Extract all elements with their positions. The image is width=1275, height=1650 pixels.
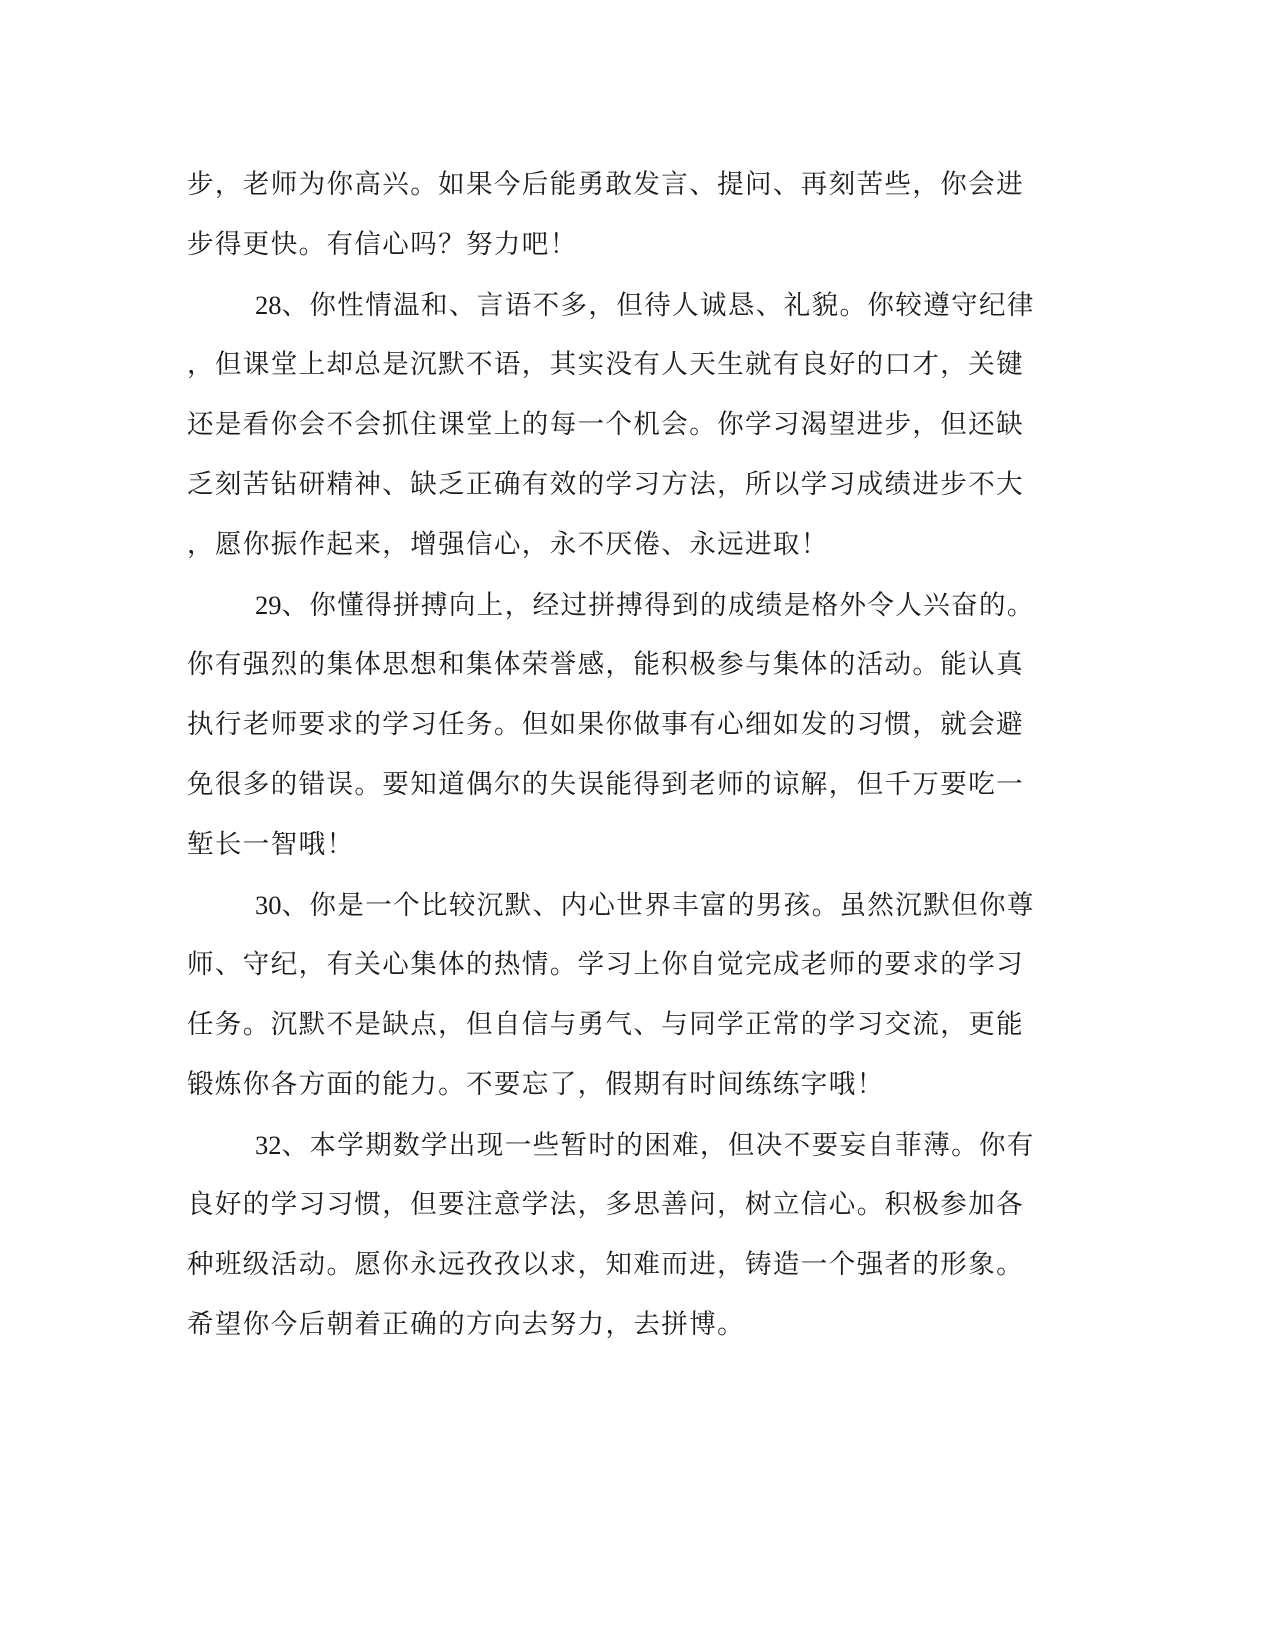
text-line: 任务。沉默不是缺点，但自信与勇气、与同学正常的学习交流，更能 bbox=[187, 1009, 1024, 1040]
text-line: 锻炼你各方面的能力。不要忘了，假期有时间练练字哦！ bbox=[187, 1069, 885, 1100]
text-line: 良好的学习习惯，但要注意学法，多思善问，树立信心。积极参加各 bbox=[187, 1189, 1024, 1220]
text-line-content: 、本学期数学出现一些暂时的困难，但决不要妄自菲薄。你有 bbox=[281, 1130, 1035, 1161]
paragraph-number: 32 bbox=[255, 1130, 282, 1160]
text-line: 希望你今后朝着正确的方向去努力，去拼博。 bbox=[187, 1309, 745, 1340]
text-line: 你有强烈的集体思想和集体荣誉感，能积极参与集体的活动。能认真 bbox=[187, 649, 1024, 680]
text-line: ，但课堂上却总是沉默不语，其实没有人天生就有良好的口才，关键 bbox=[187, 349, 1024, 380]
paragraph-number: 29 bbox=[255, 590, 282, 620]
text-line: ，愿你振作起来，增强信心，永不厌倦、永远进取！ bbox=[187, 529, 829, 560]
text-line-content: 、你懂得拼搏向上，经过拼搏得到的成绩是格外令人兴奋的。 bbox=[281, 590, 1035, 621]
paragraph-number: 28 bbox=[255, 290, 282, 320]
text-line: 步得更快。有信心吗？努力吧！ bbox=[187, 229, 578, 260]
text-line: 堑长一智哦！ bbox=[187, 829, 355, 860]
text-line-content: 、你性情温和、言语不多，但待人诚恳、礼貌。你较遵守纪律 bbox=[281, 290, 1035, 321]
text-line: 乏刻苦钻研精神、缺乏正确有效的学习方法，所以学习成绩进步不大 bbox=[187, 469, 1024, 500]
text-line-content: 、你是一个比较沉默、内心世界丰富的男孩。虽然沉默但你尊 bbox=[281, 890, 1035, 921]
text-line bbox=[187, 875, 1087, 935]
paragraph-30 bbox=[187, 875, 1087, 1115]
paragraph-32 bbox=[187, 1115, 1087, 1355]
text-line bbox=[187, 275, 1087, 335]
paragraph-29 bbox=[187, 575, 1087, 875]
text-line: 师、守纪，有关心集体的热情。学习上你自觉完成老师的要求的学习 bbox=[187, 949, 1024, 980]
document-body bbox=[187, 155, 1087, 1355]
paragraph-27-continuation bbox=[187, 155, 1087, 275]
paragraph-number: 30 bbox=[255, 890, 282, 920]
text-line: 免很多的错误。要知道偶尔的失误能得到老师的谅解，但千万要吃一 bbox=[187, 769, 1024, 800]
text-line bbox=[187, 575, 1087, 635]
text-line: 种班级活动。愿你永远孜孜以求，知难而进，铸造一个强者的形象。 bbox=[187, 1249, 1024, 1280]
text-line: 还是看你会不会抓住课堂上的每一个机会。你学习渴望进步，但还缺 bbox=[187, 409, 1024, 440]
text-line bbox=[187, 1115, 1087, 1175]
text-line: 执行老师要求的学习任务。但如果你做事有心细如发的习惯，就会避 bbox=[187, 709, 1024, 740]
paragraph-28 bbox=[187, 275, 1087, 575]
text-line: 步，老师为你高兴。如果今后能勇敢发言、提问、再刻苦些，你会进 bbox=[187, 169, 1024, 200]
